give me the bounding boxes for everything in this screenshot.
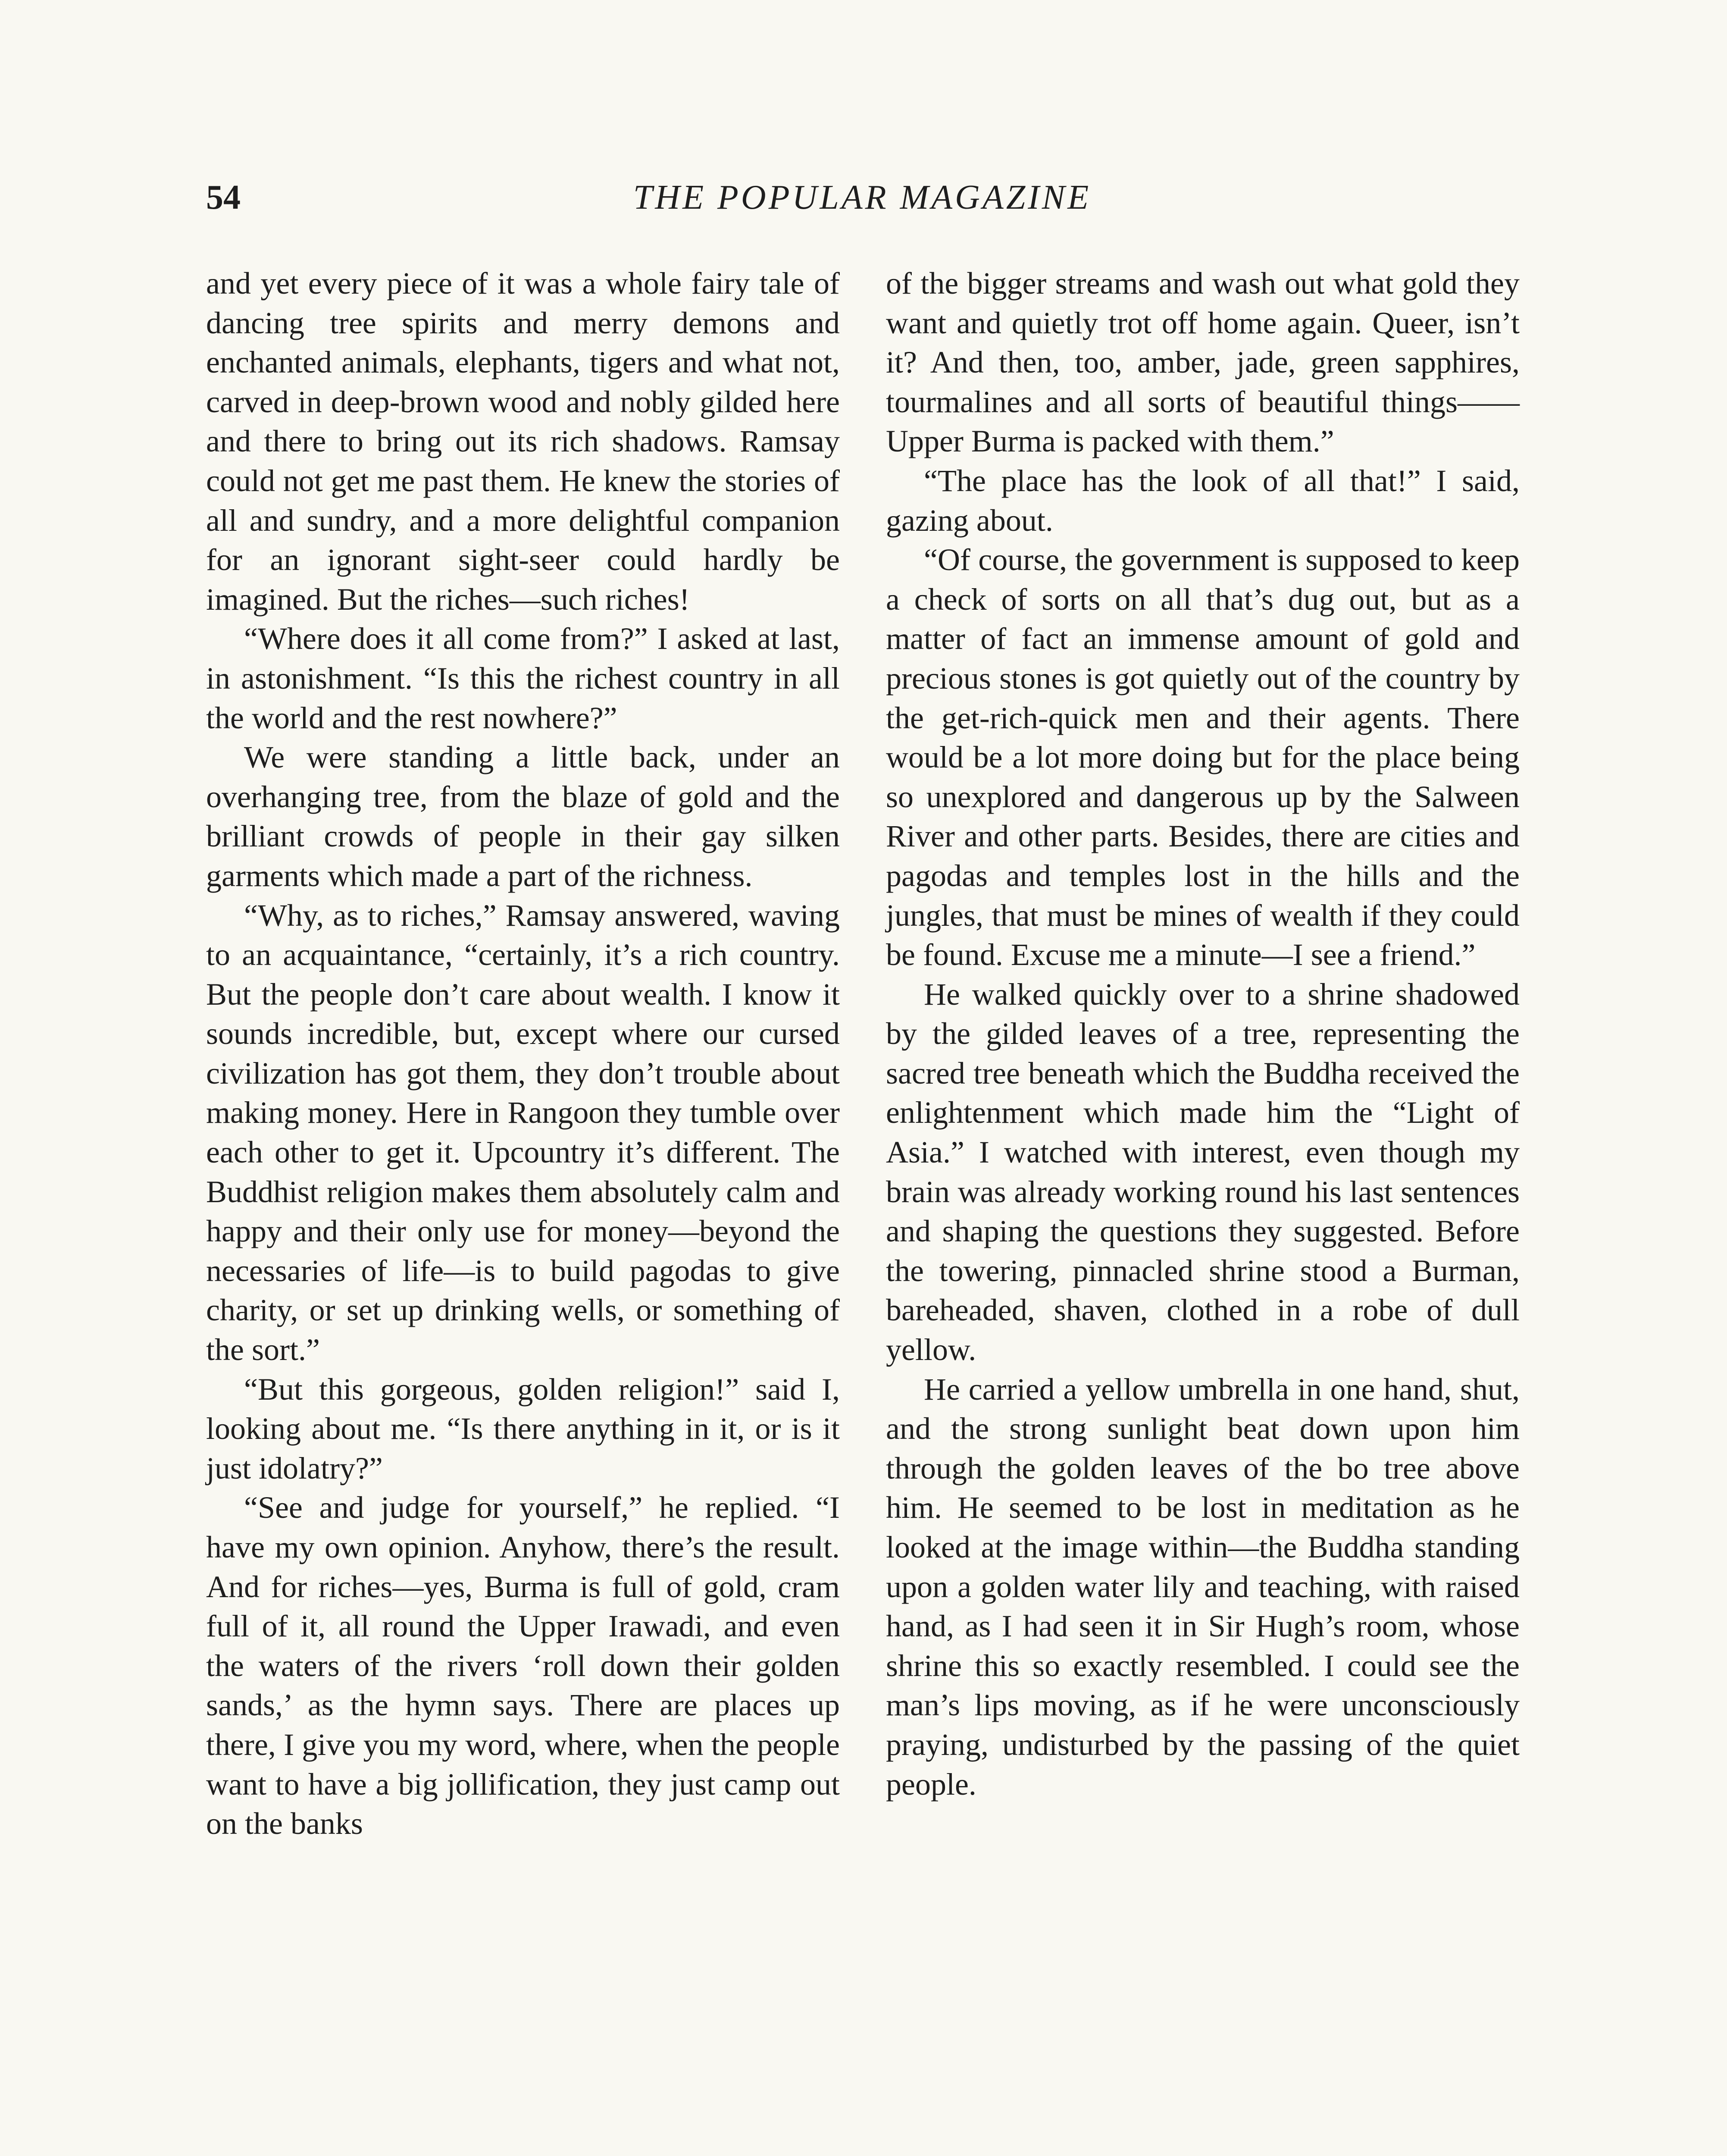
paragraph: and yet every piece of it was a whole fairy tale of dancing tree spirits and merry demons and enchanted animals, elephants, tigers and what not, carved in deep-brown wood and nobly gilded here and there to bring out its rich shadows. Ramsay could not get me past them. He knew the stories of all and sundry, and a more delightful companion for an ignorant sight-seer could hardly be imagined. But the riches—such riches! bbox=[206, 266, 840, 617]
paragraph: “Why, as to riches,” Ramsay answered, waving to an acquaintance, “certainly, it’s a rich country. But the people don’t care about wealth. I know it sounds incredible, but, except where our cursed civilization has got them, they don’t trouble about making money. Here in Rangoon they tumble over each other to get it. Upcountry it’s different. The Buddhist religion makes them absolutely calm and happy and their only use for money—beyond the necessaries of life—is to build pagodas to give charity, or set up drinking wells, or something of the sort.” bbox=[206, 898, 840, 1367]
paragraph: He carried a yellow umbrella in one hand, shut, and the strong sunlight beat down upon him through the golden leaves of the bo tree above him. He seemed to be lost in meditation as he looked at the image within—the Buddha standing upon a golden water lily and teaching, with raised hand, as I had seen it in Sir Hugh’s room, whose shrine this so exactly resembled. I could see the man’s lips moving, as if he were unconsciously praying, undisturbed by the passing of the quiet people. bbox=[886, 1372, 1520, 1802]
paragraph: We were standing a little back, under an overhanging tree, from the blaze of gold and the brilliant crowds of people in their gay silken garments which made a part of the richness. bbox=[206, 740, 840, 893]
paragraph: He walked quickly over to a shrine shadowed by the gilded leaves of a tree, representing the sacred tree beneath which the Buddha received the enlightenment which made him the “Light of Asia.” I watched with interest, even though my brain was already working round his last sentences and shaping the questions they suggested. Before the towering, pinnacled shrine stood a Burman, bareheaded, shaven, clothed in a robe of dull yellow. bbox=[886, 977, 1520, 1367]
paragraph: “But this gorgeous, golden religion!” said I, looking about me. “Is there anything in it, or is it just idolatry?” bbox=[206, 1372, 840, 1485]
paragraph: “Where does it all come from?” I asked at last, in astonishment. “Is this the richest country in all the world and the rest nowhere?” bbox=[206, 621, 840, 735]
running-title: THE POPULAR MAGAZINE bbox=[633, 179, 1092, 216]
paragraph: “The place has the look of all that!” I said, gazing about. bbox=[886, 463, 1520, 538]
page-number: 54 bbox=[206, 179, 241, 216]
paragraph: “Of course, the government is supposed to keep a check of sorts on all that’s dug out, but as a matter of fact an immense amount of gold and precious stones is got quietly out of the country by the get-rich-quick men and their agents. There would be a lot more doing but for the place being so unexplored and dangerous up by the Salween River and other parts. Besides, there are cities and pagodas and temples lost in the hills and the jungles, that must be mines of wealth if they could be found. Excuse me a minute—I see a friend.” bbox=[886, 542, 1520, 972]
right-column bbox=[886, 264, 1520, 1804]
left-column bbox=[206, 264, 840, 1844]
paragraph: “See and judge for yourself,” he replied. “I have my own opinion. Anyhow, there’s the result. And for riches—yes, Burma is full of gold, cram full of it, all round the Upper Irawadi, and even the waters of the rivers ‘roll down their golden sands,’ as the hymn says. There are places up there, I give you my word, where, when the people want to have a big jollification, they just camp out on the banks bbox=[206, 1490, 840, 1841]
paragraph: of the bigger streams and wash out what gold they want and quietly trot off home again. Queer, isn’t it? And then, too, amber, jade, green sapphires, tourmalines and all sorts of beautiful things—— Upper Burma is packed with them.” bbox=[886, 266, 1520, 459]
